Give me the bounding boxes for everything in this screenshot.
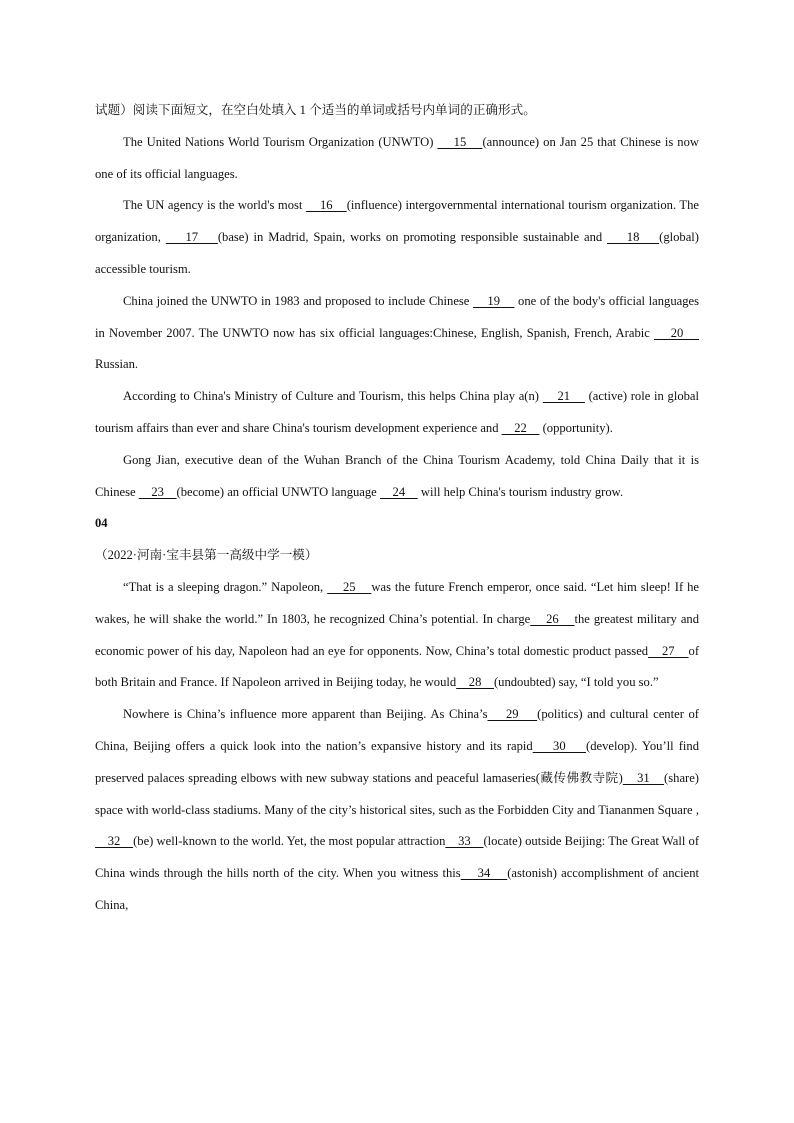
blank-17: 17 — [165, 230, 218, 245]
blank-26: 26 — [530, 611, 575, 626]
paragraph — [95, 127, 699, 191]
paragraph-text: (base) in Madrid, Spain, works on promoting responsible sustainable and — [217, 230, 608, 245]
blank-31: 31 — [622, 770, 665, 785]
blank-22: 22 — [501, 420, 540, 435]
paragraph-text: (share) space with world-class stadiums. Many of the city’s historical sites, such as the Forbidden City and Tiananmen Square , — [95, 770, 700, 817]
paragraph-text: Gong Jian, executive dean of the Wuhan Branch of the China Tourism Academy, told China Daily that it is Chinese — [95, 452, 699, 499]
paragraph-text: (announce) on Jan 25 that Chinese is now one of its official languages. — [95, 134, 699, 181]
passage-1 — [95, 127, 699, 509]
paragraph-text: (active) role in global tourism affairs than ever and share China's tourism development experience and — [95, 389, 699, 435]
paragraph-text: (opportunity). — [539, 420, 613, 435]
paragraph — [95, 190, 699, 285]
paragraph-text: (become) an official UNWTO language — [176, 484, 380, 499]
paragraph — [95, 381, 699, 445]
blank-27: 27 — [648, 643, 689, 658]
paragraph-text: (undoubted) say, “I told you so.” — [493, 675, 659, 690]
blank-19: 19 — [473, 293, 515, 308]
blank-15: 15 — [437, 134, 483, 149]
paragraph — [95, 699, 699, 922]
blank-30: 30 — [532, 738, 586, 753]
paragraph-text: According to China's Ministry of Culture and Tourism, this helps China play a(n) — [123, 389, 543, 404]
blank-16: 16 — [305, 198, 347, 213]
paragraph-text: (global) accessible tourism. — [95, 230, 699, 276]
blank-33: 33 — [445, 834, 484, 849]
paragraph-text: The United Nations World Tourism Organization (UNWTO) — [123, 134, 438, 149]
paragraph-text: Russian. — [95, 357, 139, 372]
document-content — [95, 95, 699, 922]
paragraph-text: “That is a sleeping dragon.” Napoleon, — [123, 579, 328, 594]
paragraph-text: Nowhere is China’s influence more apparent than Beijing. As China’s — [123, 707, 488, 722]
paragraph-text: (politics) and cultural center of China, Beijing offers a quick look into the nation’s expansive history and its rapid — [95, 707, 700, 753]
blank-23: 23 — [138, 484, 177, 499]
paragraph — [95, 286, 699, 381]
passage-2 — [95, 572, 699, 922]
paragraph-text: will help China's tourism industry grow. — [417, 484, 624, 499]
paragraph-text: of both Britain and France. If Napoleon arrived in Beijing today, he would — [95, 643, 700, 690]
paragraph-text: one of the body's official languages in November 2007. The UNWTO now has six official languages:Chinese, English, Spanish, French, Arabic — [95, 293, 699, 340]
paragraph — [95, 445, 699, 509]
paragraph-text: The UN agency is the world's most — [123, 198, 306, 213]
paragraph-text: (be) well-known to the world. Yet, the most popular attraction — [133, 834, 446, 849]
paragraph-text: (astonish) accomplishment of ancient China, — [95, 866, 699, 912]
paragraph-text: the greatest military and economic power of his day, Napoleon had an eye for opponents. Now, China’s total domestic product passed — [95, 611, 699, 658]
blank-28: 28 — [456, 675, 494, 690]
paragraph-text: China joined the UNWTO in 1983 and proposed to include Chinese — [123, 293, 474, 308]
blank-34: 34 — [460, 866, 508, 881]
instructions: 试题）阅读下面短文，在空白处填入 1 个适当的单词或括号内单词的正确形式。 — [95, 103, 536, 117]
section-number: 04 — [95, 516, 108, 531]
paragraph-text: (influence) intergovernmental international tourism organization. The organization, — [95, 198, 699, 245]
blank-21: 21 — [542, 389, 585, 404]
blank-29: 29 — [487, 707, 538, 722]
paragraph-text: was the future French emperor, once said. “Let him sleep! If he wakes, he will shake the world.” In 1803, he recognized China’s potential. In charge — [95, 579, 699, 626]
blank-24: 24 — [379, 484, 418, 499]
paragraph-text: (locate) outside Beijing: The Great Wall of China winds through the hills north of the city. When you witness this — [95, 834, 700, 881]
blank-20: 20 — [654, 325, 700, 340]
blank-18: 18 — [607, 230, 660, 245]
blank-25: 25 — [327, 579, 372, 594]
paragraph-text: (develop). You’ll find preserved palaces spreading elbows with new subway stations and peaceful lamaseries(藏传佛教寺院) — [95, 738, 700, 785]
question-source: （2022·河南·宝丰县第一高级中学一模） — [95, 548, 318, 563]
blank-32: 32 — [95, 834, 134, 849]
paragraph — [95, 572, 699, 699]
